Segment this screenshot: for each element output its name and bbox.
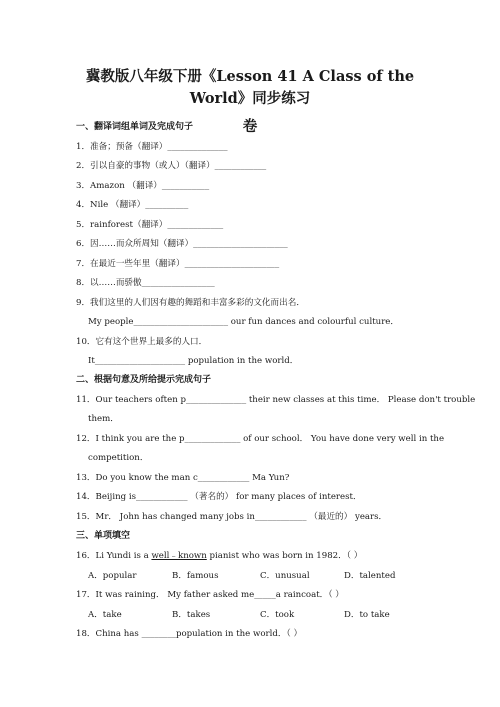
q17-option-d: D．to take <box>344 610 390 620</box>
question-8: 8．以……而骄傲_________________ <box>76 278 215 288</box>
q17-option-a: A．take <box>88 610 122 620</box>
section-heading-1: 一、翻译词组单词及完成句子 <box>76 122 194 132</box>
question-9-blank: My people______________________ our fun dances and colourful culture． <box>88 317 399 327</box>
question-16-pre: 16．Li Yundi is a <box>76 551 152 561</box>
section-heading-3: 三、单项填空 <box>76 531 131 541</box>
question-17: 17．It was raining． My father asked me_____a raincoat．（ ） <box>76 590 344 600</box>
section-heading-2: 二、根据句意及所给提示完成句子 <box>76 375 212 385</box>
page-title-line2: 卷 <box>242 118 258 135</box>
q16-option-a: A．popular <box>88 571 137 581</box>
question-5: 5．rainforest（翻译）_____________ <box>76 220 224 230</box>
question-6: 6．因……而众所周知（翻译）______________________ <box>76 239 288 249</box>
q17-option-c: C．took <box>260 610 295 620</box>
question-13: 13．Do you know the man c____________ Ma Yun? <box>76 473 290 483</box>
question-14: 14．Beijing is____________ （著名的） for many places of interest． <box>76 492 362 502</box>
question-12-cont: competition． <box>88 453 149 463</box>
question-11-cont: them． <box>88 414 119 424</box>
q16-option-d: D．talented <box>344 571 396 581</box>
question-2: 2．引以自豪的事物（或人）（翻译）____________ <box>76 161 267 171</box>
q16-option-c: C．unusual <box>260 571 310 581</box>
question-4: 4．Nile （翻译）__________ <box>76 200 189 210</box>
question-12: 12．I think you are the p_____________ of our school． You have done very well in the <box>76 434 445 444</box>
question-7: 7．在最近一些年里（翻译）______________________ <box>76 259 280 269</box>
question-1: 1．准备；预备（翻译）______________ <box>76 142 228 152</box>
question-15: 15．Mr． John has changed many jobs in____________ （最近的） years． <box>76 512 388 522</box>
question-10: 10．它有这个世界上最多的人口． <box>76 337 208 347</box>
q16-option-b: B．famous <box>172 571 219 581</box>
question-10-blank: It_____________________ population in the world． <box>88 356 299 366</box>
question-3: 3．Amazon （翻译）___________ <box>76 181 210 191</box>
question-11: 11．Our teachers often p______________ their new classes at this time． Please don't trouble <box>76 395 476 405</box>
question-16-underlined: well﹣known <box>151 551 207 561</box>
page-title-line1: 冀教版八年级下册《Lesson 41 A Class of the World》同步练习 <box>85 68 415 107</box>
question-18: 18．China has ________population in the world．（ ） <box>76 629 303 639</box>
q17-option-b: B．takes <box>172 610 211 620</box>
question-16-post: pianist who was born in 1982．（ ） <box>206 551 363 561</box>
question-9: 9．我们这里的人们因有趣的舞蹈和丰富多彩的文化而出名． <box>76 298 305 308</box>
question-16 <box>76 550 362 562</box>
